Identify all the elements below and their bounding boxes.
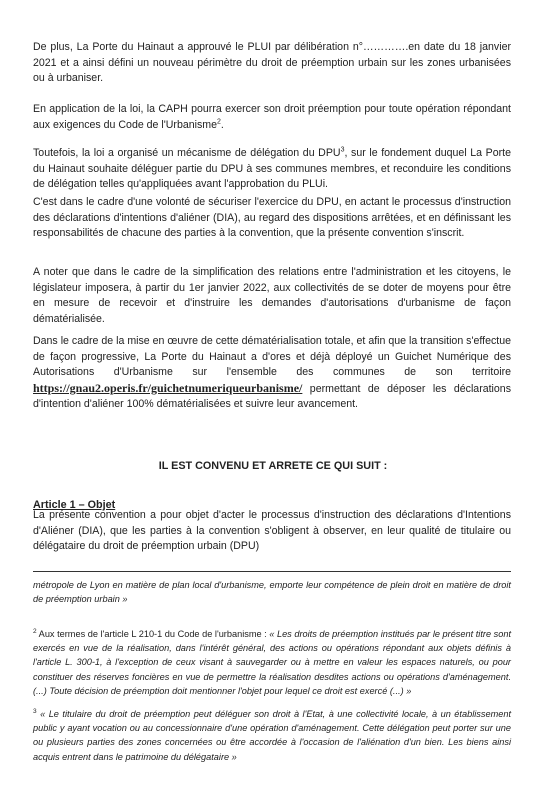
article-1-text: La présente convention a pour objet d'acter le processus d'instruction des déclarations d'Intentions d'Aliéner (DIA), que les parties à la convention s'obligent à observer, en leur qualité de titulaire ou délégataire du droit de préemption urbain (DPU): [33, 509, 511, 553]
footnote-ref-2: 2: [217, 118, 221, 126]
paragraph-delegation: [33, 146, 511, 193]
paragraph-simplification: A noter que dans le cadre de la simplification des relations entre l'administration et les citoyens, le législateur imposera, à partir du 1er janvier 2022, aux collectivités de se doter de moyens pour être en mesure de recevoir et d'instruire les demandes d'autorisations d'urbanisme de façon dématérialisée.: [33, 266, 511, 325]
paragraph-caph-text: En application de la loi, la CAPH pourra exercer son droit préemption pour toute opération répondant aux exigences du Code de l'Urbanisme: [33, 103, 511, 131]
section-title: IL EST CONVENU ET ARRETE CE QUI SUIT :: [158, 460, 388, 472]
gnau-link[interactable]: https://gnau2.operis.fr/guichetnumeriqueurbanisme/: [33, 380, 303, 395]
footnote-2-lead: Aux termes de l'article L 210-1 du Code de l'urbanisme :: [36, 629, 270, 639]
article-1-title: Article 1 – Objet: [33, 499, 116, 511]
footnote-2-mark: 2: [33, 627, 37, 635]
footnote-2: [33, 627, 511, 698]
paragraph-securiser: C'est dans le cadre d'une volonté de sécuriser l'exercice du DPU, en actant le processus d'instruction des déclarations d'intentions d'aliéner (DIA), au regard des dispositions arrêtées, et en définissant les responsabilités de chacune des parties à la convention, que la présente convention s'inscrit.: [33, 196, 511, 240]
footnote-2-quote: « Les droits de préemption institués par le présent titre sont exercés en vue de la réalisation, dans l'intérêt général, des actions ou opérations répondant aux objets définis à l'article L. 300-1, à l'exception de ceux visant à sauvegarder ou à mettre en valeur les espaces naturels, ou pour constituer des réserves foncières en vue de permettre la réalisation desdites actions ou opérations d'aménagement. (...) Toute décision de préemption doit mentionner l'objet pour lequel ce droit est exercé (...) »: [33, 629, 511, 696]
paragraph-delegation-b: , sur le fondement duquel La Porte du Hainaut souhaite déléguer partie du DPU à ses communes membres, et reconduire les conditions de délégation telles qu'appliquées avant l'approbation du PLUi.: [33, 147, 511, 191]
footnote-ref-3: 3: [340, 146, 345, 154]
footnote-continued: [33, 578, 511, 606]
paragraph-demat-a: Dans le cadre de la mise en œuvre de cette dématérialisation totale, et afin que la transition s'effectue de façon progressive, La Porte du Hainaut a d'ores et déjà déployé un Guichet Numérique des Autorisations d'Urbanisme sur l'ensemble des communes de son territoire: [33, 335, 511, 379]
footnote-3: [33, 707, 511, 764]
footnote-separator: [33, 571, 511, 572]
footnote-continued-text: métropole de Lyon en matière de plan local d'urbanisme, emporte leur compétence de plein droit en matière de droit de préemption urbain »: [33, 580, 511, 605]
paragraph-dematerialisation: [33, 334, 511, 413]
paragraph-demat-b: permettant de déposer les déclarations d'intention d'aliéner 100% dématérialisées et suivre leur avancement.: [33, 382, 511, 411]
footnote-3-mark: 3: [33, 707, 37, 715]
paragraph-plui: De plus, La Porte du Hainaut a approuvé le PLUI par délibération n°………….en date du 18 janvier 2021 et a ainsi défini un nouveau périmètre du droit de préemption urbain sur les zones urbanisées ou à urbaniser.: [33, 41, 511, 85]
paragraph-delegation-a: Toutefois, la loi a organisé un mécanisme de délégation du DPU: [33, 147, 341, 159]
paragraph-caph-end: .: [220, 118, 224, 131]
footnote-3-quote: « Le titulaire du droit de préemption peut déléguer son droit à l'Etat, à une collectivité locale, à un établissement public y ayant vocation ou au concessionnaire d'une opération d'aménagement. Cette délégation peut porter sur une ou plusieurs parties des zones concernées ou être accordée à l'occasion de l'aliénation d'un bien. Les biens ainsi acquis entrent dans le patrimoine du délégataire »: [33, 709, 511, 762]
paragraph-caph-droit: [33, 102, 511, 133]
